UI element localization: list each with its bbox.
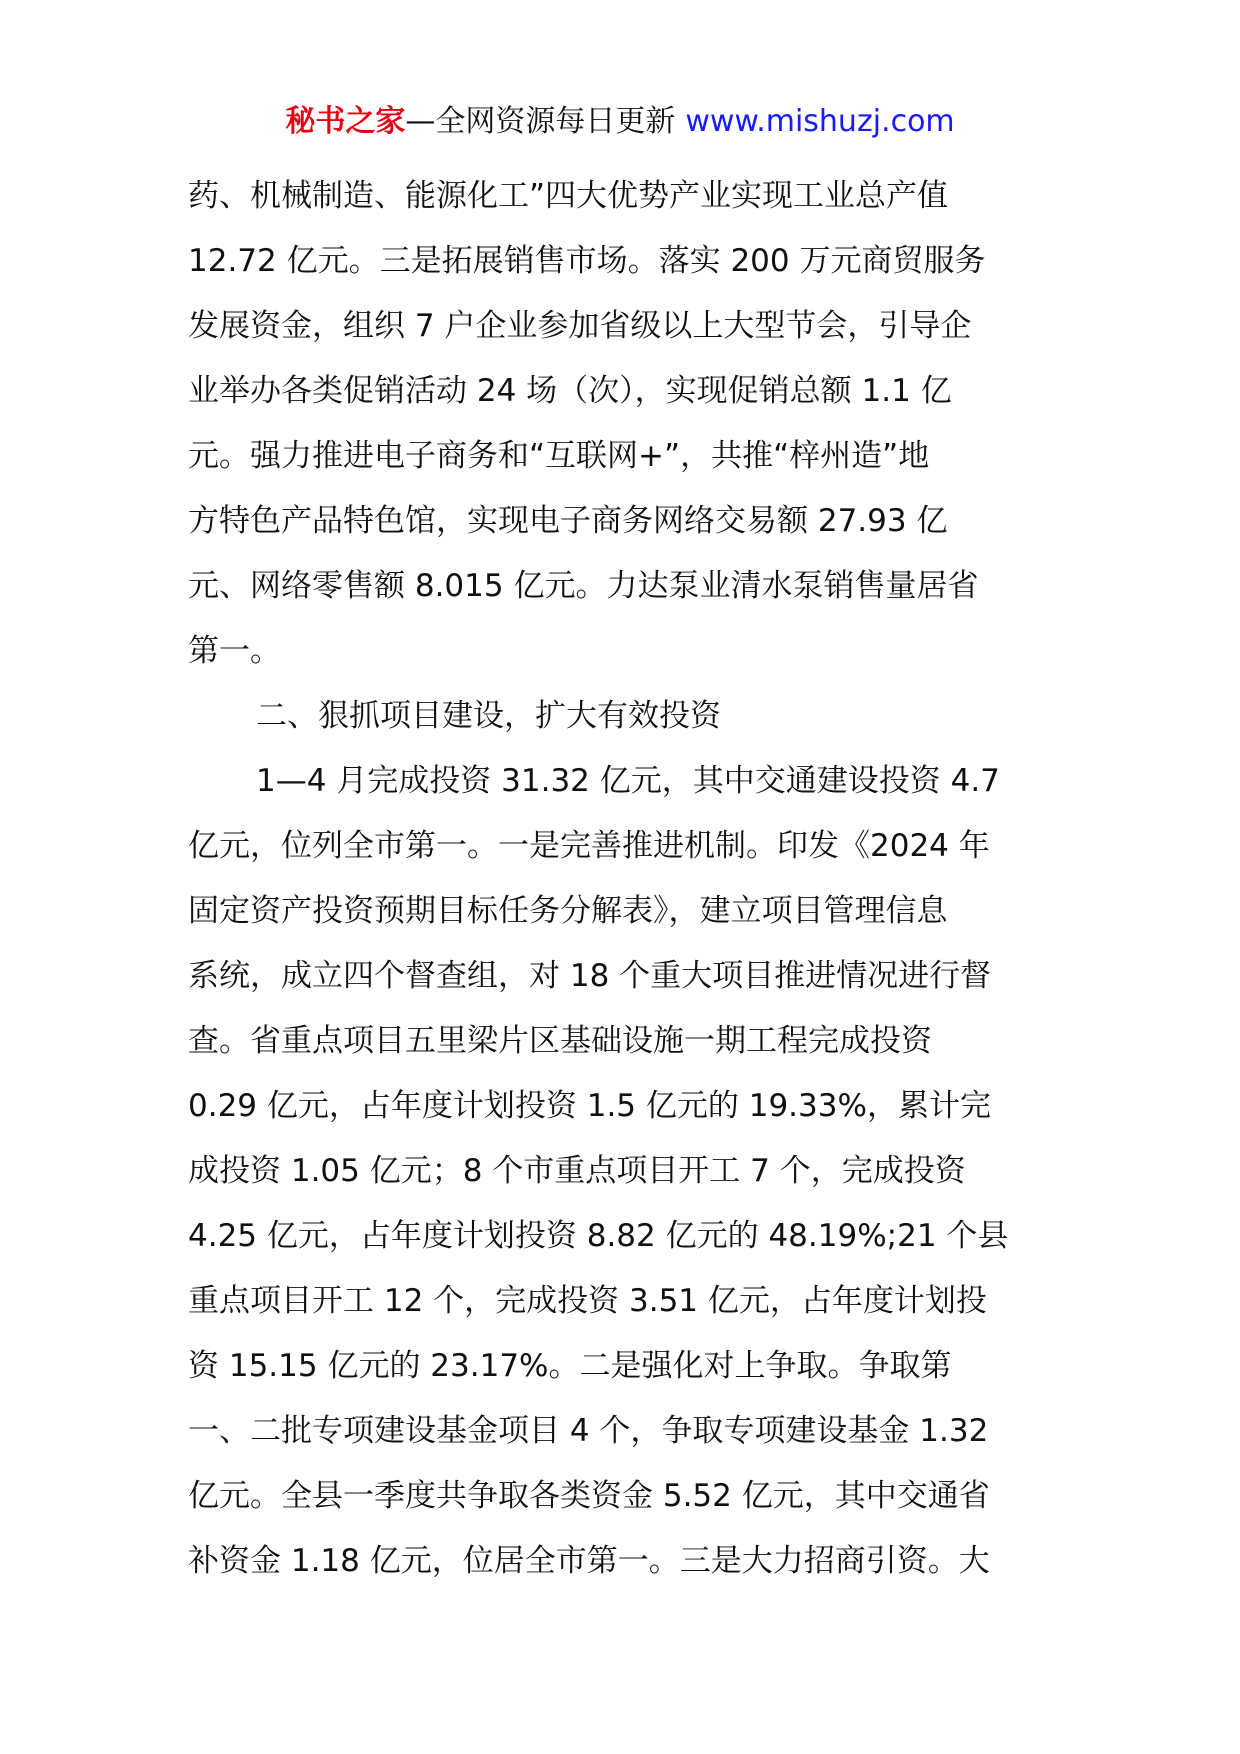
page-header [0,100,1240,144]
text-line: 成投资 1.05 亿元；8 个市重点项目开工 7 个，完成投资 [188,1153,966,1189]
text-line: 业举办各类促销活动 24 场（次），实现促销总额 1.1 亿 [188,373,952,409]
text-line: 0.29 亿元，占年度计划投资 1.5 亿元的 19.33%，累计完 [188,1088,991,1124]
text-line: 12.72 亿元。三是拓展销售市场。落实 200 万元商贸服务 [188,243,986,279]
text-line: 发展资金，组织 7 户企业参加省级以上大型节会，引导企 [188,308,972,344]
text-line: 固定资产投资预期目标任务分解表》，建立项目管理信息 [188,893,948,929]
text-line: 第一。 [188,633,281,669]
site-tagline: —全网资源每日更新 [405,104,676,139]
site-url-link[interactable]: www.mishuzj.com [685,104,955,139]
text-line: 亿元，位列全市第一。一是完善推进机制。印发《2024 年 [188,828,990,864]
document-body [188,164,1058,1594]
text-line: 药、机械制造、能源化工”四大优势产业实现工业总产值 [188,178,949,214]
text-line: 资 15.15 亿元的 23.17%。二是强化对上争取。争取第 [188,1348,952,1384]
text-line: 系统，成立四个督查组，对 18 个重大项目推进情况进行督 [188,958,992,994]
text-line: 一、二批专项建设基金项目 4 个，争取专项建设基金 1.32 [188,1413,989,1449]
text-line: 二、狠抓项目建设，扩大有效投资 [256,698,721,734]
site-brand: 秘书之家 [285,104,406,139]
text-line: 查。省重点项目五里梁片区基础设施一期工程完成投资 [188,1023,932,1059]
text-line: 重点项目开工 12 个，完成投资 3.51 亿元，占年度计划投 [188,1283,987,1319]
text-line: 元。强力推进电子商务和“互联网+”，共推“梓州造”地 [188,438,930,474]
text-line: 方特色产品特色馆，实现电子商务网络交易额 27.93 亿 [188,503,948,539]
text-line: 1—4 月完成投资 31.32 亿元，其中交通建设投资 4.7 [256,763,1000,799]
text-line: 4.25 亿元，占年度计划投资 8.82 亿元的 48.19%;21 个县 [188,1218,1009,1254]
text-line: 补资金 1.18 亿元，位居全市第一。三是大力招商引资。大 [188,1543,990,1579]
text-line: 亿元。全县一季度共争取各类资金 5.52 亿元，其中交通省 [188,1478,990,1514]
text-line: 元、网络零售额 8.015 亿元。力达泵业清水泵销售量居省 [188,568,979,604]
